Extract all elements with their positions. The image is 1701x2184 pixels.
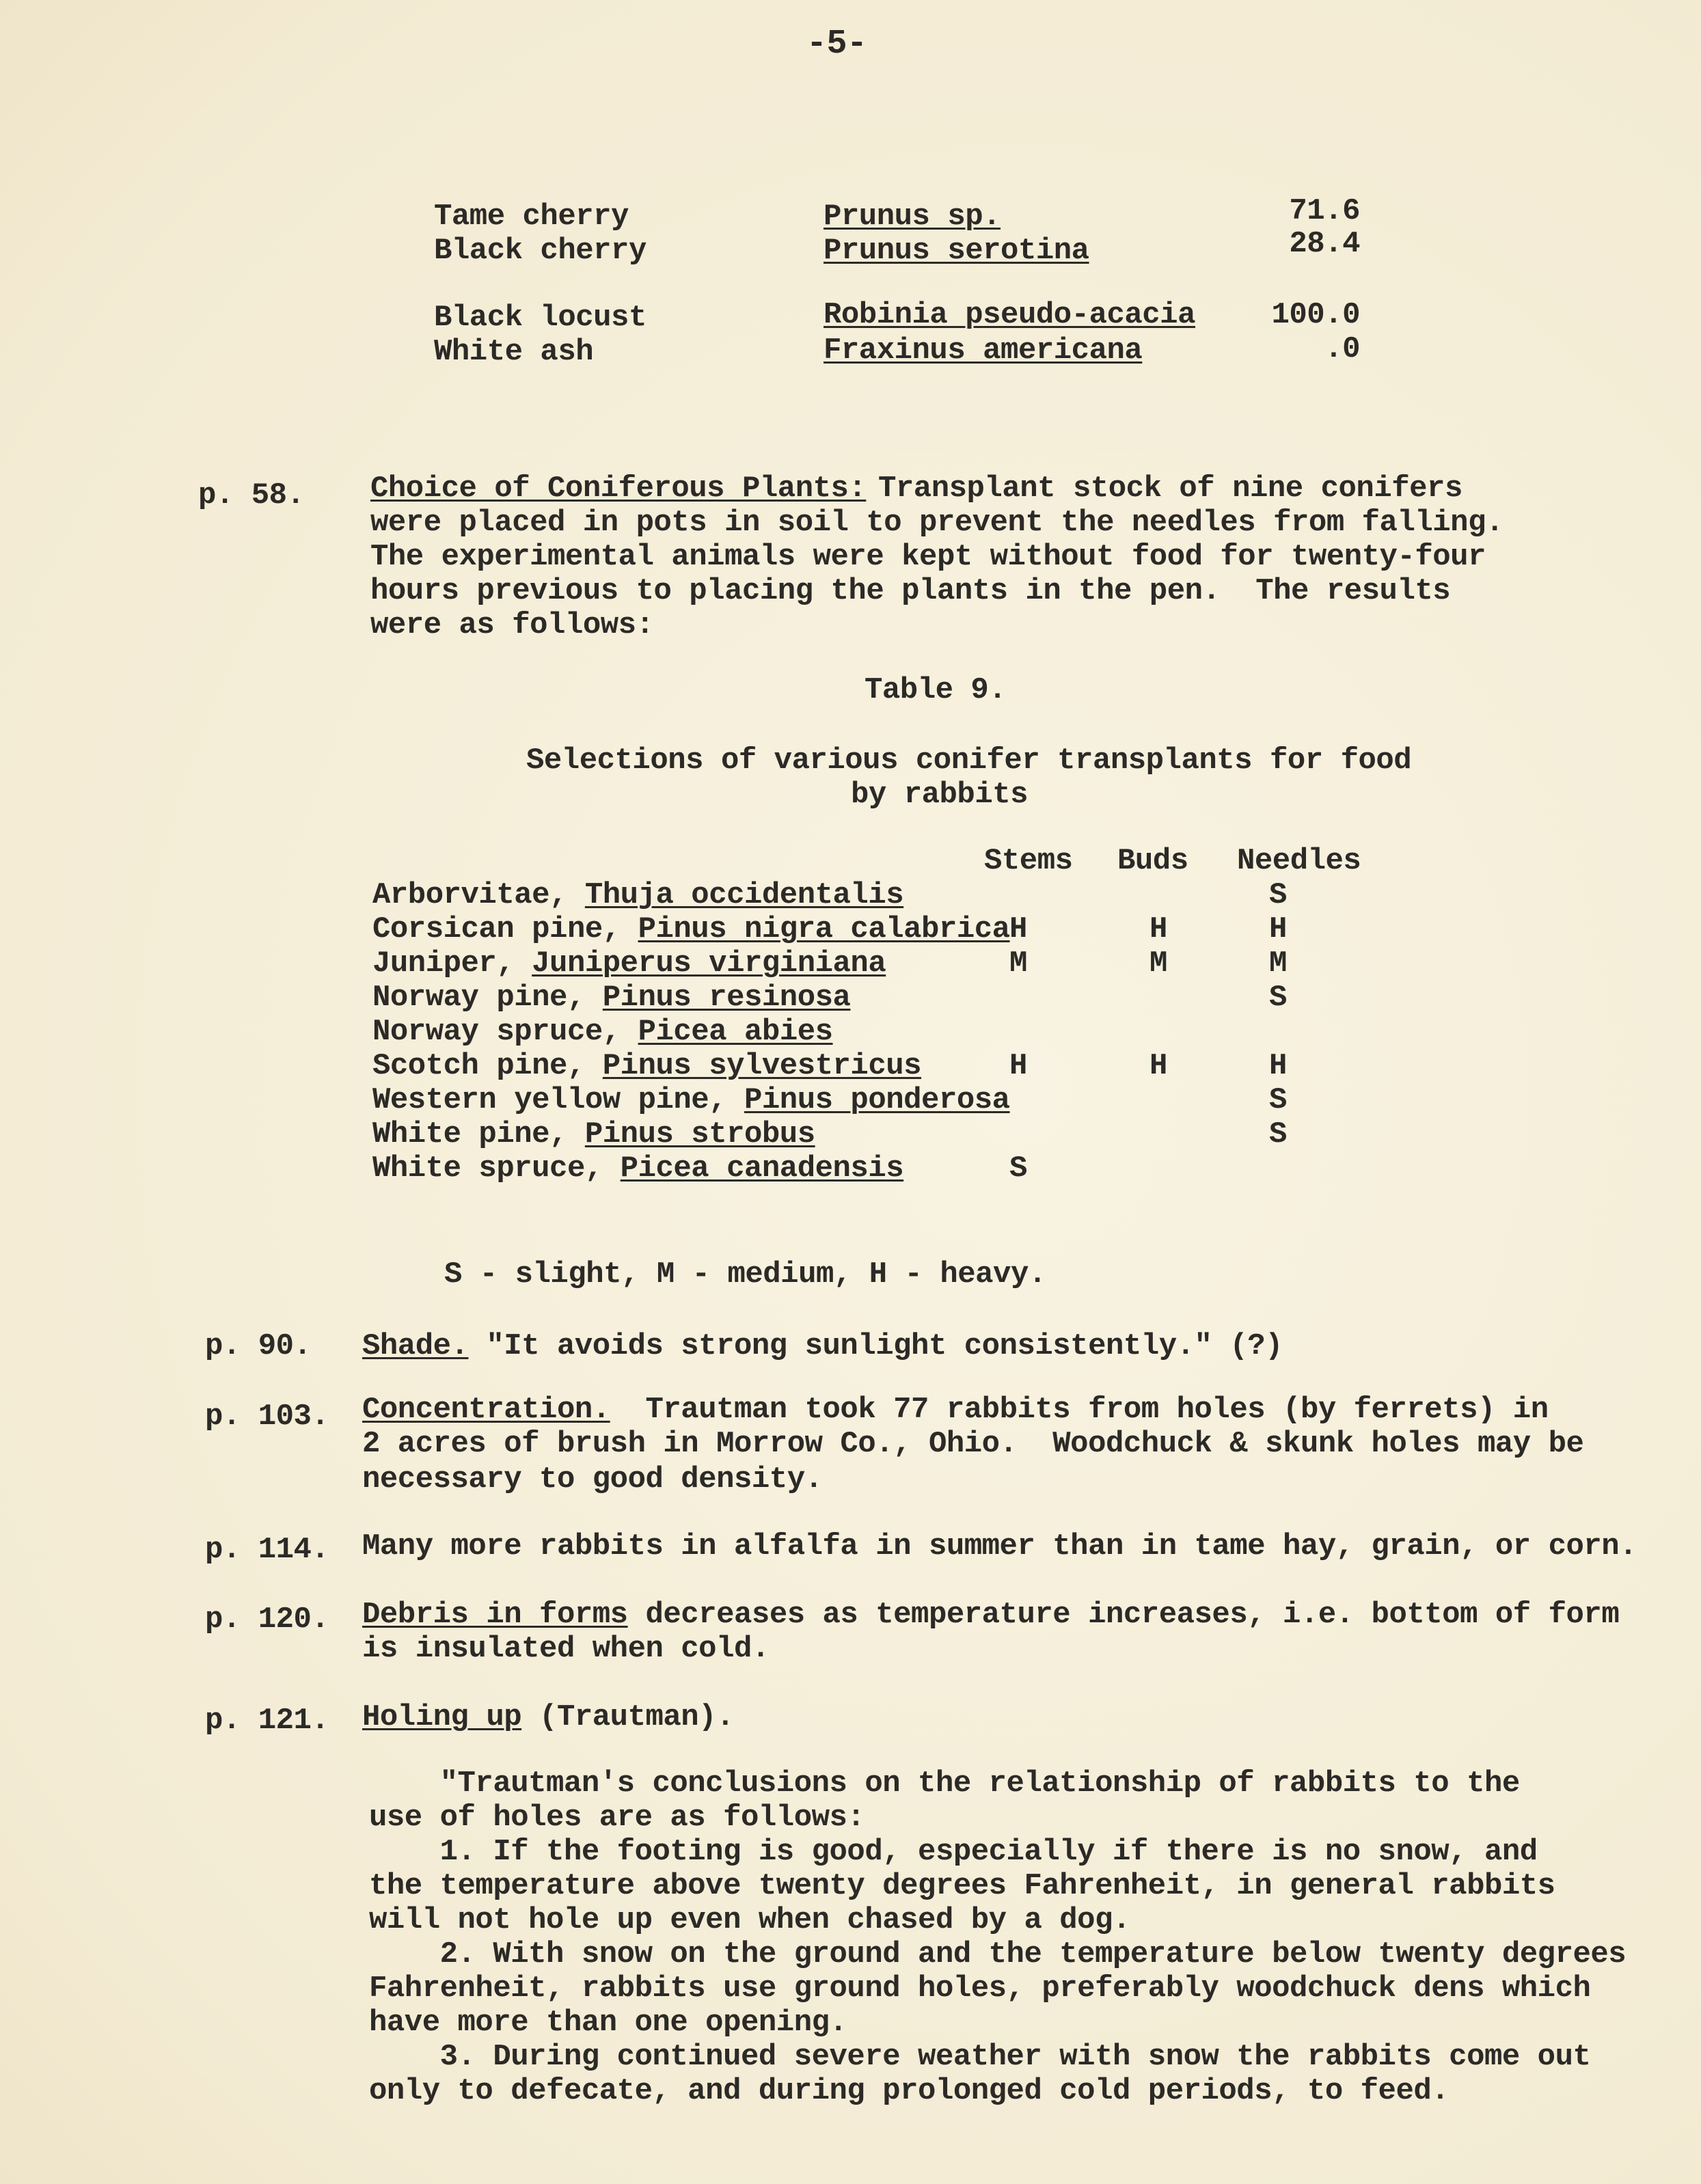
species-common-name: Scotch pine, bbox=[372, 1049, 603, 1083]
page-reference: p. 103. bbox=[205, 1400, 329, 1434]
rating-stems: S bbox=[1009, 1151, 1027, 1186]
table-caption: Selections of various conifer transplants for food bbox=[526, 743, 1412, 778]
paragraph-line bbox=[362, 1329, 1283, 1363]
page-reference: p. 90. bbox=[205, 1329, 312, 1363]
table-row bbox=[372, 912, 1010, 946]
paragraph-line: 2 acres of brush in Morrow Co., Ohio. Woodchuck & skunk holes may be bbox=[362, 1427, 1584, 1461]
percent-value: 71.6 bbox=[1289, 194, 1360, 228]
table-row bbox=[372, 946, 886, 981]
percent-value: .0 bbox=[1324, 332, 1360, 366]
species-common-name: Norway pine, bbox=[372, 981, 603, 1015]
quote-line: will not hole up even when chased by a dog. bbox=[369, 1903, 1130, 1937]
rating-stems: M bbox=[1009, 946, 1027, 981]
quote-line: 1. If the footing is good, especially if there is no snow, and bbox=[369, 1835, 1538, 1869]
table-row bbox=[372, 1015, 833, 1049]
section-heading: Shade. bbox=[362, 1329, 469, 1363]
page-reference: p. 120. bbox=[205, 1602, 329, 1637]
quote-line: 2. With snow on the ground and the temperature below twenty degrees bbox=[369, 1937, 1627, 1971]
table-row bbox=[372, 1151, 903, 1186]
paragraph-line: Transplant stock of nine conifers bbox=[878, 472, 1462, 506]
section-heading: Choice of Coniferous Plants: bbox=[370, 472, 867, 506]
species-common-name: Western yellow pine, bbox=[372, 1083, 744, 1117]
column-header-buds: Buds bbox=[1117, 844, 1188, 878]
rating-buds: M bbox=[1149, 946, 1167, 981]
rating-needles: M bbox=[1269, 946, 1287, 981]
section-heading: Debris in forms bbox=[362, 1598, 628, 1632]
common-name: Black locust bbox=[434, 301, 647, 335]
species-latin-name: Pinus sylvestricus bbox=[602, 1049, 922, 1083]
paragraph-text: Trautman took 77 rabbits from holes (by ferrets) in bbox=[610, 1393, 1549, 1427]
species-latin-name: Pinus ponderosa bbox=[744, 1083, 1010, 1117]
rating-needles: H bbox=[1269, 1049, 1287, 1083]
paragraph-line: hours previous to placing the plants in the pen. The results bbox=[370, 574, 1451, 608]
rating-stems: H bbox=[1009, 912, 1027, 946]
page-reference: p. 121. bbox=[205, 1704, 329, 1738]
page-reference: p. 58. bbox=[198, 478, 305, 513]
section-heading: Holing up bbox=[362, 1700, 522, 1734]
table-row bbox=[372, 1083, 1010, 1117]
species-common-name: Corsican pine, bbox=[372, 912, 638, 946]
species-latin-name: Thuja occidentalis bbox=[584, 878, 904, 912]
latin-name: Prunus sp. bbox=[824, 200, 1001, 234]
column-header-stems: Stems bbox=[984, 844, 1073, 878]
paragraph-text: "It avoids strong sunlight consistently." (?) bbox=[468, 1329, 1283, 1363]
rating-needles: S bbox=[1269, 1083, 1287, 1117]
rating-needles: H bbox=[1269, 912, 1287, 946]
table-row bbox=[372, 1117, 815, 1151]
paragraph-line: Many more rabbits in alfalfa in summer than in tame hay, grain, or corn. bbox=[362, 1529, 1637, 1564]
latin-name: Robinia pseudo-acacia bbox=[824, 298, 1195, 332]
paragraph-line bbox=[362, 1700, 734, 1734]
rating-buds: H bbox=[1149, 912, 1167, 946]
paragraph-line bbox=[362, 1393, 1549, 1427]
rating-needles: S bbox=[1269, 981, 1287, 1015]
table-row bbox=[372, 981, 850, 1015]
common-name: Black cherry bbox=[434, 234, 647, 268]
table-row bbox=[372, 878, 903, 912]
species-latin-name: Picea canadensis bbox=[620, 1151, 904, 1186]
table-caption: by rabbits bbox=[851, 778, 1029, 812]
species-common-name: Arborvitae, bbox=[372, 878, 585, 912]
species-latin-name: Juniperus virginiana bbox=[532, 946, 886, 981]
rating-needles: S bbox=[1269, 1117, 1287, 1151]
page-number: -5- bbox=[806, 25, 867, 64]
quote-line: have more than one opening. bbox=[369, 2006, 847, 2040]
paragraph-line: necessary to good density. bbox=[362, 1462, 823, 1497]
percent-value: 28.4 bbox=[1289, 227, 1360, 261]
species-latin-name: Pinus resinosa bbox=[602, 981, 851, 1015]
table-legend: S - slight, M - medium, H - heavy. bbox=[444, 1257, 1046, 1292]
latin-name: Prunus serotina bbox=[824, 234, 1089, 268]
rating-buds: H bbox=[1149, 1049, 1167, 1083]
section-heading: Concentration. bbox=[362, 1393, 610, 1427]
species-common-name: Juniper, bbox=[372, 946, 532, 981]
paragraph-line: is insulated when cold. bbox=[362, 1632, 770, 1666]
paragraph-line: were as follows: bbox=[370, 608, 654, 642]
quote-line: only to defecate, and during prolonged cold periods, to feed. bbox=[369, 2074, 1450, 2108]
quote-line: the temperature above twenty degrees Fahrenheit, in general rabbits bbox=[369, 1869, 1555, 1903]
rating-stems: H bbox=[1009, 1049, 1027, 1083]
species-latin-name: Pinus strobus bbox=[584, 1117, 815, 1151]
rating-needles: S bbox=[1269, 878, 1287, 912]
paragraph-line: were placed in pots in soil to prevent the needles from falling. bbox=[370, 506, 1503, 540]
paragraph-text: (Trautman). bbox=[521, 1700, 734, 1734]
species-latin-name: Pinus nigra calabrica bbox=[638, 912, 1010, 946]
species-common-name: Norway spruce, bbox=[372, 1015, 638, 1049]
paragraph-line: The experimental animals were kept without food for twenty-four bbox=[370, 540, 1486, 574]
quote-line: "Trautman's conclusions on the relationship of rabbits to the bbox=[369, 1766, 1520, 1801]
species-latin-name: Picea abies bbox=[638, 1015, 833, 1049]
column-header-needles: Needles bbox=[1237, 844, 1361, 878]
common-name: Tame cherry bbox=[434, 200, 629, 234]
common-name: White ash bbox=[434, 335, 594, 369]
percent-value: 100.0 bbox=[1271, 298, 1360, 332]
quote-line: use of holes are as follows: bbox=[369, 1801, 865, 1835]
table-row bbox=[372, 1049, 921, 1083]
latin-name: Fraxinus americana bbox=[824, 333, 1143, 368]
paragraph-line bbox=[362, 1598, 1619, 1632]
quote-line: 3. During continued severe weather with snow the rabbits come out bbox=[369, 2040, 1591, 2074]
table-title: Table 9. bbox=[865, 673, 1007, 707]
species-common-name: White pine, bbox=[372, 1117, 585, 1151]
species-common-name: White spruce, bbox=[372, 1151, 621, 1186]
quote-line: Fahrenheit, rabbits use ground holes, preferably woodchuck dens which bbox=[369, 1971, 1591, 2006]
page-reference: p. 114. bbox=[205, 1533, 329, 1567]
paragraph-text: decreases as temperature increases, i.e. bottom of form bbox=[627, 1598, 1620, 1632]
